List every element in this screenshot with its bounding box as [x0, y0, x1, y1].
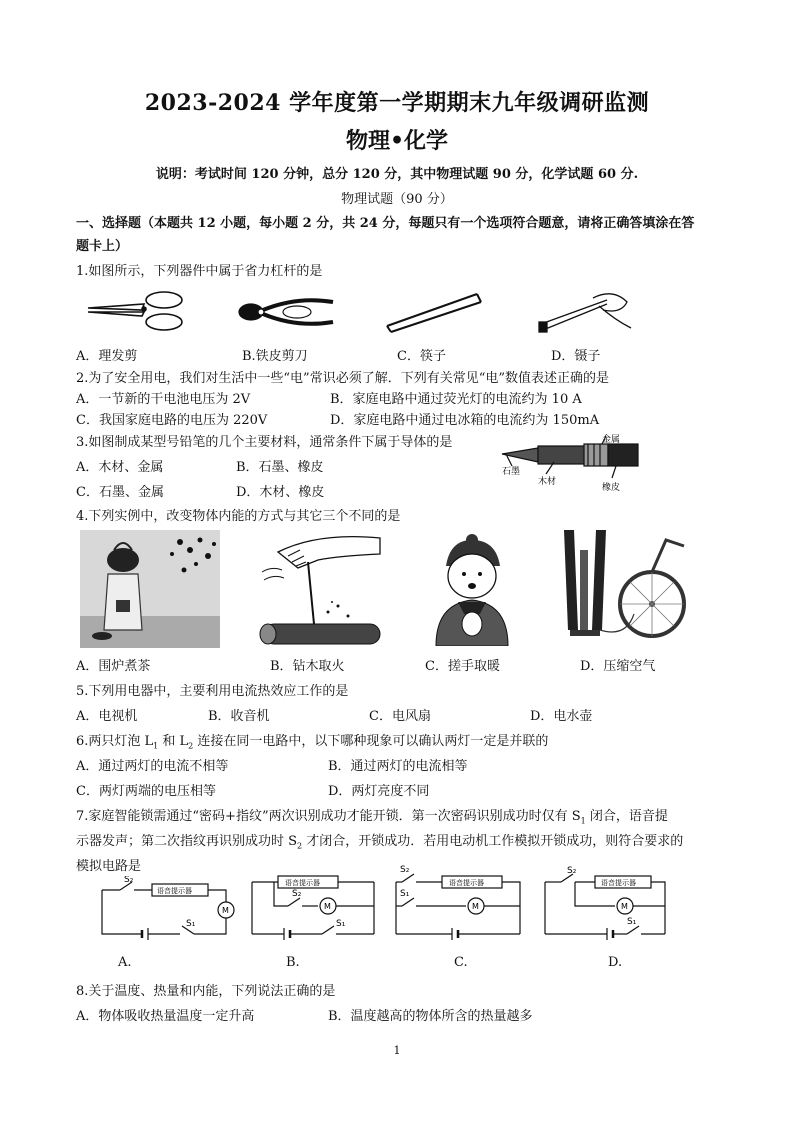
page-number: 1 [393, 1044, 401, 1057]
stove-tea-figure [80, 530, 220, 648]
chopsticks-figure [385, 290, 485, 336]
q4-option-b[interactable]: B．钻木取火 [270, 659, 345, 674]
q1-stem: 1.如图所示，下列器件中属于省力杠杆的是 [76, 264, 323, 279]
q3-option-d[interactable]: D．木材、橡皮 [236, 485, 325, 500]
rub-hands-figure [420, 534, 520, 646]
q5-option-a[interactable]: A．电视机 [76, 709, 138, 724]
label-rubber: 橡皮 [602, 483, 621, 493]
q3-option-a[interactable]: A．木材、金属 [76, 460, 164, 475]
q5-stem: 5.下列用电器中，主要利用电流热效应工作的是 [76, 684, 349, 699]
q7-option-c[interactable]: C. [454, 955, 468, 970]
q6-option-a[interactable]: A．通过两灯的电流不相等 [76, 759, 229, 774]
q1-option-d[interactable]: D．镊子 [551, 349, 601, 364]
q8-option-b[interactable]: B．温度越高的物体所含的热量越多 [328, 1009, 533, 1024]
tin-snips-figure [237, 292, 337, 332]
q6-option-b[interactable]: B．通过两灯的电流相等 [328, 759, 468, 774]
q7-stem-line3: 模拟电路是 [76, 859, 142, 874]
q8-option-a[interactable]: A．物体吸收热量温度一定升高 [76, 1009, 255, 1024]
circuit-c-device: 语音提示器 [449, 879, 484, 887]
q6-option-d[interactable]: D．两灯亮度不同 [328, 784, 430, 799]
circuit-d-s1: S₁ [627, 917, 637, 927]
q2-option-d[interactable]: D．家庭电路中通过电冰箱的电流约为 150mA [330, 413, 600, 428]
q6-stem: 6.两只灯泡 $L_1$ 和 $L_2$ 连接在同一电路中，以下哪种现象可以确认两灯一定是并联的 [76, 734, 549, 751]
q5-option-c[interactable]: C．电风扇 [369, 709, 431, 724]
circuit-a-device: 语音提示器 [157, 887, 192, 895]
circuit-c-motor: M [472, 902, 479, 911]
tweezers-figure [533, 284, 633, 338]
q3-option-c[interactable]: C．石墨、金属 [76, 485, 164, 500]
q8-stem: 8.关于温度、热量和内能，下列说法正确的是 [76, 984, 336, 999]
q3-stem: 3.如图制成某型号铅笔的几个主要材料，通常条件下属于导体的是 [76, 435, 453, 450]
circuit-a-s2: S₂ [124, 876, 134, 885]
q7-stem-line2: 示器发声；第二次指纹再识别成功时 $S_2$ 才闭合，开锁成功．若用电动机工作模拟开锁成功，则符合要求的 [76, 834, 684, 851]
circuit-a [98, 876, 242, 946]
q1-option-c[interactable]: C．筷子 [397, 349, 446, 364]
q4-option-c[interactable]: C．搓手取暖 [425, 659, 500, 674]
section1-instructions-line1: 一、选择题（本题共 12 小题，每小题 2 分，共 24 分，每题只有一个选项符合题意，请将正确答填涂在答 [76, 216, 695, 231]
circuit-d-s2: S₂ [567, 866, 577, 876]
label-graphite: 石墨 [502, 467, 521, 477]
physics-section-header: 物理试题（90 分） [341, 192, 453, 207]
circuit-a-motor: M [222, 906, 229, 915]
q7-option-b[interactable]: B. [286, 955, 300, 970]
circuit-b-s2: S₂ [292, 889, 302, 899]
scissors-figure [84, 288, 194, 334]
circuit-a-s1: S₁ [186, 919, 196, 929]
q4-option-d[interactable]: D．压缩空气 [580, 659, 656, 674]
section1-instructions-line2: 题卡上） [76, 239, 129, 254]
q3-option-b[interactable]: B．石墨、橡皮 [236, 460, 324, 475]
q7-stem-line1: 7.家庭智能锁需通过“密码+指纹”两次识别成功才能开锁．第一次密码识别成功时仅有 $S_1$ 闭合，语音提 [76, 809, 668, 826]
q7-option-a[interactable]: A. [118, 955, 132, 970]
circuit-d-device: 语音提示器 [601, 879, 636, 887]
pencil-figure [498, 432, 648, 494]
q2-option-b[interactable]: B．家庭电路中通过荧光灯的电流约为 10 A [330, 392, 582, 407]
label-metal: 金属 [602, 435, 621, 445]
drill-wood-figure [258, 532, 388, 648]
q2-stem: 2.为了安全用电，我们对生活中一些“电”常识必须了解．下列有关常见“电”数值表述正确的是 [76, 371, 609, 386]
bicycle-pump-figure [556, 530, 686, 648]
circuit-b-device: 语音提示器 [285, 879, 320, 887]
q4-option-a[interactable]: A．围炉煮茶 [76, 659, 151, 674]
q7-option-d[interactable]: D. [608, 955, 623, 970]
exam-subtitle: 物理•化学 [345, 128, 449, 154]
label-wood: 木材 [538, 477, 557, 487]
q6-option-c[interactable]: C．两灯两端的电压相等 [76, 784, 216, 799]
circuit-b [248, 866, 378, 946]
q2-option-a[interactable]: A．一节新的干电池电压为 2V [76, 392, 251, 407]
circuit-c-s2: S₂ [400, 865, 410, 875]
circuit-c [392, 862, 524, 946]
q5-option-d[interactable]: D．电水壶 [530, 709, 593, 724]
q5-option-b[interactable]: B．收音机 [208, 709, 270, 724]
q1-option-b[interactable]: B.铁皮剪刀 [242, 349, 308, 364]
q2-option-c[interactable]: C．我国家庭电路的电压为 220V [76, 413, 268, 428]
circuit-b-s1: S₁ [336, 919, 346, 929]
exam-title: 2023-2024 学年度第一学期期末九年级调研监测 [144, 90, 650, 116]
q1-option-a[interactable]: A．理发剪 [76, 349, 138, 364]
circuit-d [541, 864, 669, 946]
exam-instructions: 说明：考试时间 120 分钟，总分 120 分，其中物理试题 90 分，化学试题 60 分. [155, 167, 639, 182]
circuit-c-s1: S₁ [400, 889, 410, 899]
circuit-b-motor: M [324, 902, 331, 911]
q4-stem: 4.下列实例中，改变物体内能的方式与其它三个不同的是 [76, 509, 401, 524]
circuit-d-motor: M [621, 902, 628, 911]
